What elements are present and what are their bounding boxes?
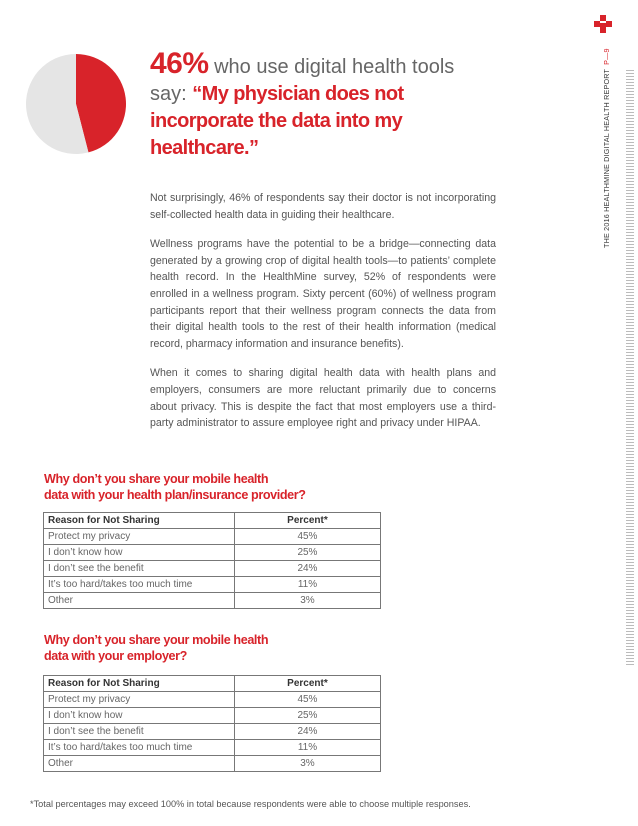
header-reason: Reason for Not Sharing: [44, 676, 235, 692]
question-line: Why don’t you share your mobile health: [44, 633, 269, 647]
percent-cell: 24%: [234, 561, 380, 577]
question-line: data with your health plan/insurance provider?: [44, 488, 306, 502]
page-number: P—9: [602, 48, 611, 65]
table-row: [44, 756, 381, 772]
reason-cell: Other: [44, 593, 235, 609]
table-row: [44, 545, 381, 561]
table-row: [44, 708, 381, 724]
table2: [43, 675, 381, 772]
headline-quote: “My physician does not incorporate the data into my healthcare.”: [150, 83, 404, 159]
table-row: [44, 529, 381, 545]
question-line: Why don’t you share your mobile health: [44, 472, 269, 486]
question-line: data with your employer?: [44, 649, 187, 663]
table-row: [44, 724, 381, 740]
table-row: [44, 561, 381, 577]
reason-cell: Protect my privacy: [44, 692, 235, 708]
percent-cell: 45%: [234, 529, 380, 545]
paragraph: Not surprisingly, 46% of respondents say their doctor is not incorporating self-collected health data in guiding their healthcare.: [150, 192, 496, 221]
body-text: [150, 190, 496, 445]
table-row: [44, 692, 381, 708]
headline: [150, 47, 470, 162]
percent-cell: 24%: [234, 724, 380, 740]
report-title: THE 2016 HEALTHMINE DIGITAL HEALTH REPORT: [602, 68, 611, 248]
percent-cell: 3%: [234, 756, 380, 772]
reason-cell: I don’t know how: [44, 708, 235, 724]
percent-cell: 3%: [234, 593, 380, 609]
table-header-row: [44, 513, 381, 529]
paragraph: Wellness programs have the potential to be a bridge—connecting data generated by a growing crop of digital health tools—to patients’ complete health record. In the HealthMine survey, 52% of respondents were enrolled in a wellness program. Sixty percent (60%) of wellness program participants report that their wellness program connects the data from their digital health tools to the rest of their health information (medical record, pharmacy information and insurance benefits).: [150, 238, 496, 350]
headline-lead: who use digital health tools say:: [150, 56, 455, 105]
percent-cell: 45%: [234, 692, 380, 708]
footnote: *Total percentages may exceed 100% in total because respondents were able to choose multiple responses.: [30, 799, 471, 809]
header-percent: Percent*: [234, 676, 380, 692]
paragraph: When it comes to sharing digital health data with health plans and employers, consumers are more reluctant primarily due to concerns about privacy. This is despite the fact that most employers use a third-party administrator to assure employee right and privacy under HIPAA.: [150, 367, 496, 430]
reason-cell: I don’t see the benefit: [44, 561, 235, 577]
percent-cell: 11%: [234, 577, 380, 593]
reason-cell: Protect my privacy: [44, 529, 235, 545]
table1-question: [44, 471, 306, 503]
headline-percent: 46%: [150, 47, 209, 80]
pie-chart: [24, 52, 128, 156]
reason-cell: It’s too hard/takes too much time: [44, 577, 235, 593]
header-percent: Percent*: [234, 513, 380, 529]
percent-cell: 25%: [234, 545, 380, 561]
header-reason: Reason for Not Sharing: [44, 513, 235, 529]
report-title-vertical: [602, 48, 611, 248]
table1: [43, 512, 381, 609]
side-ruler-decoration: [626, 70, 634, 666]
table2-question: [44, 632, 268, 664]
reason-cell: Other: [44, 756, 235, 772]
table-row: [44, 577, 381, 593]
reason-cell: I don’t see the benefit: [44, 724, 235, 740]
table-header-row: [44, 676, 381, 692]
reason-cell: It’s too hard/takes too much time: [44, 740, 235, 756]
percent-cell: 25%: [234, 708, 380, 724]
percent-cell: 11%: [234, 740, 380, 756]
reason-cell: I don’t know how: [44, 545, 235, 561]
healthmine-cross-logo: [594, 15, 612, 33]
table-row: [44, 740, 381, 756]
table-row: [44, 593, 381, 609]
